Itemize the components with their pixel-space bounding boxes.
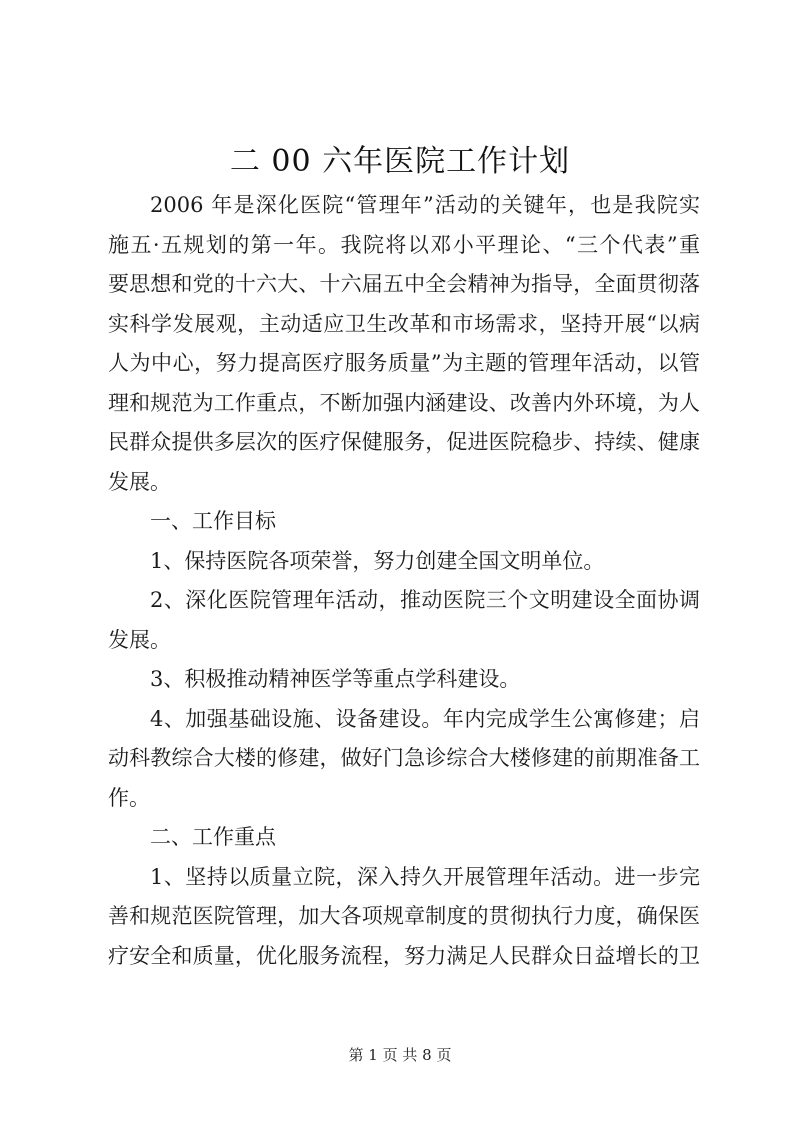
text-line: 人为中心，努力提高医疗服务质量”为主题的管理年活动，以管 — [108, 351, 700, 375]
text-line: 疗安全和质量，优化服务流程，努力满足人民群众日益增长的卫 — [108, 943, 700, 968]
section-heading: 二、工作重点 — [150, 825, 276, 849]
text-line: 施五·五规划的第一年。我院将以邓小平理论、“三个代表”重 — [108, 232, 700, 257]
text-line: 发展。 — [108, 627, 171, 652]
text-line: 实科学发展观，主动适应卫生改革和市场需求，坚持开展“以病 — [108, 311, 700, 336]
text-line: 4、加强基础设施、设备建设。年内完成学生公寓修建；启 — [150, 706, 700, 731]
text-line: 发展。 — [108, 469, 171, 494]
text-line: 善和规范医院管理，加大各项规章制度的贯彻执行力度，确保医 — [108, 904, 700, 928]
document-body — [108, 186, 700, 976]
text-line: 理和规范为工作重点，不断加强内涵建设、改善内外环境，为人 — [108, 390, 700, 415]
text-line: 1、坚持以质量立院，深入持久开展管理年活动。进一步完 — [150, 864, 700, 889]
text-line: 要思想和党的十六大、十六届五中全会精神为指导，全面贯彻落 — [108, 272, 700, 296]
text-line: 3、积极推动精神医学等重点学科建设。 — [150, 667, 521, 691]
text-line: 2、深化医院管理年活动，推动医院三个文明建设全面协调 — [150, 588, 700, 612]
section-heading: 一、工作目标 — [150, 509, 276, 533]
text-line: 1、保持医院各项荣誉，努力创建全国文明单位。 — [150, 548, 605, 573]
text-line: 作。 — [108, 785, 150, 810]
document-title: 二 00 六年医院工作计划 — [229, 144, 571, 179]
text-line: 动科教综合大楼的修建，做好门急诊综合大楼修建的前期准备工 — [108, 746, 700, 770]
text-line: 民群众提供多层次的医疗保健服务，促进医院稳步、持续、健康 — [108, 430, 700, 454]
page-footer: 第 1 页 共 8 页 — [348, 1046, 452, 1064]
text-line: 2006 年是深化医院“管理年”活动的关键年，也是我院实 — [150, 193, 700, 217]
